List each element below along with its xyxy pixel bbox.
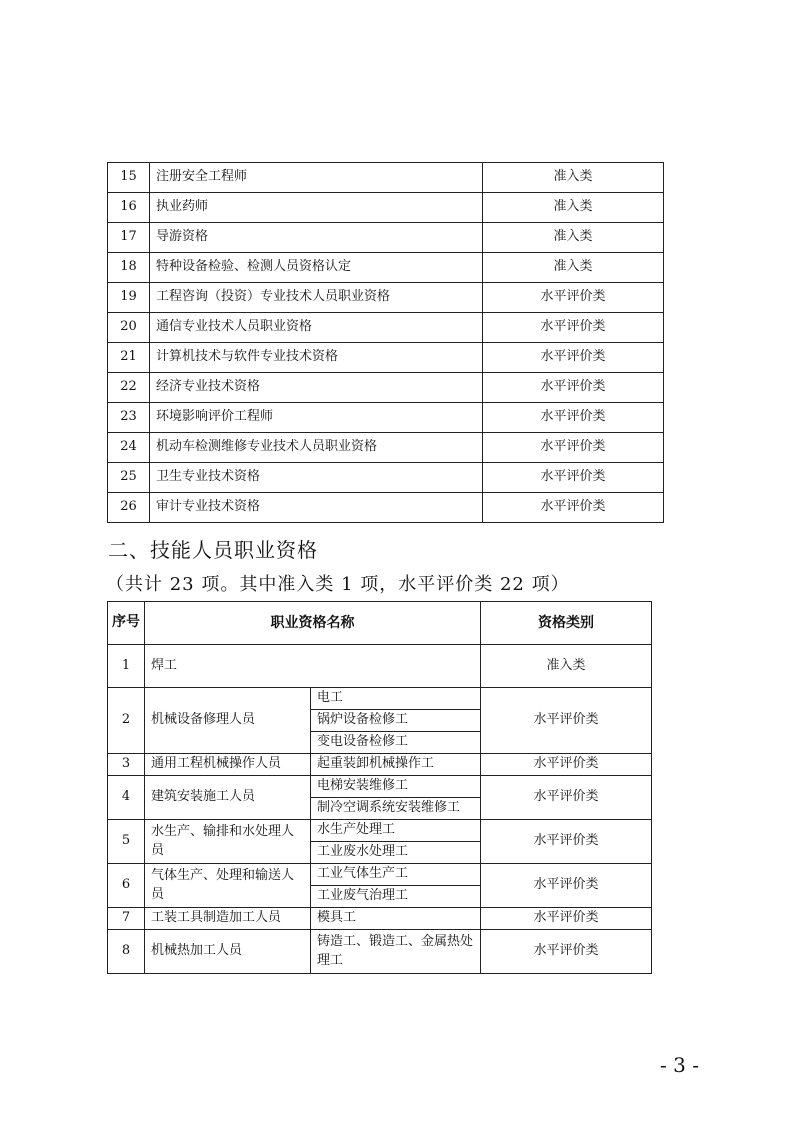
qualification-name: 机械设备修理人员 bbox=[145, 688, 311, 754]
sub-occupation: 模具工 bbox=[311, 908, 481, 930]
row-number: 22 bbox=[108, 373, 150, 403]
sub-occupation: 水生产处理工 bbox=[311, 820, 481, 842]
page-number: - 3 - bbox=[660, 1053, 699, 1077]
header-serial-number: 序号 bbox=[108, 602, 145, 645]
table-row bbox=[108, 463, 664, 493]
qualification-category: 准入类 bbox=[483, 223, 664, 253]
sub-occupation: 工业气体生产工 bbox=[311, 864, 481, 886]
qualification-category: 水平评价类 bbox=[483, 373, 664, 403]
qualification-category: 水平评价类 bbox=[483, 433, 664, 463]
table-row bbox=[108, 493, 664, 523]
qualification-name: 建筑安装施工人员 bbox=[145, 776, 311, 820]
qualification-name: 通用工程机械操作人员 bbox=[145, 754, 311, 776]
qualification-category: 水平评价类 bbox=[481, 688, 652, 754]
table-row bbox=[108, 864, 652, 886]
row-number: 17 bbox=[108, 223, 150, 253]
table-row bbox=[108, 754, 652, 776]
row-number: 6 bbox=[108, 864, 145, 908]
qualification-category: 水平评价类 bbox=[481, 908, 652, 930]
qualification-name: 机动车检测维修专业技术人员职业资格 bbox=[150, 433, 483, 463]
table-row bbox=[108, 283, 664, 313]
table-row bbox=[108, 223, 664, 253]
row-number: 1 bbox=[108, 645, 145, 688]
qualification-category: 准入类 bbox=[481, 645, 652, 688]
table-row bbox=[108, 433, 664, 463]
qualification-category: 水平评价类 bbox=[483, 343, 664, 373]
row-number: 21 bbox=[108, 343, 150, 373]
qualification-name: 工程咨询（投资）专业技术人员职业资格 bbox=[150, 283, 483, 313]
table-row bbox=[108, 313, 664, 343]
row-number: 20 bbox=[108, 313, 150, 343]
table-row bbox=[108, 253, 664, 283]
row-number: 2 bbox=[108, 688, 145, 754]
table-row bbox=[108, 930, 652, 974]
qualification-name: 注册安全工程师 bbox=[150, 163, 483, 193]
row-number: 24 bbox=[108, 433, 150, 463]
row-number: 26 bbox=[108, 493, 150, 523]
table-row bbox=[108, 163, 664, 193]
section-subtitle: （共计 23 项。其中准入类 1 项，水平评价类 22 项） bbox=[106, 574, 570, 595]
qualification-name: 气体生产、处理和输送人员 bbox=[145, 864, 311, 908]
sub-occupation: 锅炉设备检修工 bbox=[311, 710, 481, 732]
sub-occupation: 工业废水处理工 bbox=[311, 842, 481, 864]
row-number: 5 bbox=[108, 820, 145, 864]
row-number: 25 bbox=[108, 463, 150, 493]
qualification-name: 焊工 bbox=[145, 645, 481, 688]
row-number: 19 bbox=[108, 283, 150, 313]
sub-occupation: 铸造工、锻造工、金属热处理工 bbox=[311, 930, 481, 974]
table-row bbox=[108, 776, 652, 798]
table-row bbox=[108, 373, 664, 403]
qualification-category: 准入类 bbox=[483, 193, 664, 223]
section-heading: 二、技能人员职业资格 bbox=[108, 538, 318, 562]
qualification-category: 水平评价类 bbox=[481, 930, 652, 974]
qualification-name: 导游资格 bbox=[150, 223, 483, 253]
qualification-category: 水平评价类 bbox=[481, 776, 652, 820]
qualification-category: 水平评价类 bbox=[481, 864, 652, 908]
sub-occupation: 变电设备检修工 bbox=[311, 732, 481, 754]
qualification-name: 环境影响评价工程师 bbox=[150, 403, 483, 433]
qualification-category: 水平评价类 bbox=[481, 754, 652, 776]
sub-occupation: 起重装卸机械操作工 bbox=[311, 754, 481, 776]
qualification-name: 特种设备检验、检测人员资格认定 bbox=[150, 253, 483, 283]
qualification-name: 通信专业技术人员职业资格 bbox=[150, 313, 483, 343]
qualification-category: 水平评价类 bbox=[483, 493, 664, 523]
sub-occupation: 电工 bbox=[311, 688, 481, 710]
skills-qualifications-table bbox=[107, 601, 652, 974]
table-row bbox=[108, 908, 652, 930]
table-row bbox=[108, 403, 664, 433]
qualification-category: 水平评价类 bbox=[483, 313, 664, 343]
qualification-name: 计算机技术与软件专业技术资格 bbox=[150, 343, 483, 373]
qualification-category: 水平评价类 bbox=[483, 283, 664, 313]
qualification-name: 机械热加工人员 bbox=[145, 930, 311, 974]
row-number: 4 bbox=[108, 776, 145, 820]
sub-occupation: 电梯安装维修工 bbox=[311, 776, 481, 798]
qualification-name: 卫生专业技术资格 bbox=[150, 463, 483, 493]
table-row bbox=[108, 343, 664, 373]
qualification-name: 执业药师 bbox=[150, 193, 483, 223]
table-row bbox=[108, 193, 664, 223]
table-row bbox=[108, 820, 652, 842]
qualification-name: 工装工具制造加工人员 bbox=[145, 908, 311, 930]
sub-occupation: 制冷空调系统安装维修工 bbox=[311, 798, 481, 820]
qualification-category: 水平评价类 bbox=[483, 403, 664, 433]
qualification-category: 准入类 bbox=[483, 163, 664, 193]
row-number: 8 bbox=[108, 930, 145, 974]
sub-occupation: 工业废气治理工 bbox=[311, 886, 481, 908]
qualification-name: 审计专业技术资格 bbox=[150, 493, 483, 523]
row-number: 7 bbox=[108, 908, 145, 930]
qualification-category: 水平评价类 bbox=[481, 820, 652, 864]
row-number: 15 bbox=[108, 163, 150, 193]
qualification-category: 准入类 bbox=[483, 253, 664, 283]
qualification-name: 水生产、输排和水处理人员 bbox=[145, 820, 311, 864]
professional-qualifications-table bbox=[107, 162, 664, 523]
table-row bbox=[108, 688, 652, 710]
row-number: 3 bbox=[108, 754, 145, 776]
header-qualification-name: 职业资格名称 bbox=[145, 602, 481, 645]
table-row bbox=[108, 645, 652, 688]
header-qualification-category: 资格类别 bbox=[481, 602, 652, 645]
row-number: 16 bbox=[108, 193, 150, 223]
row-number: 23 bbox=[108, 403, 150, 433]
row-number: 18 bbox=[108, 253, 150, 283]
qualification-category: 水平评价类 bbox=[483, 463, 664, 493]
qualification-name: 经济专业技术资格 bbox=[150, 373, 483, 403]
